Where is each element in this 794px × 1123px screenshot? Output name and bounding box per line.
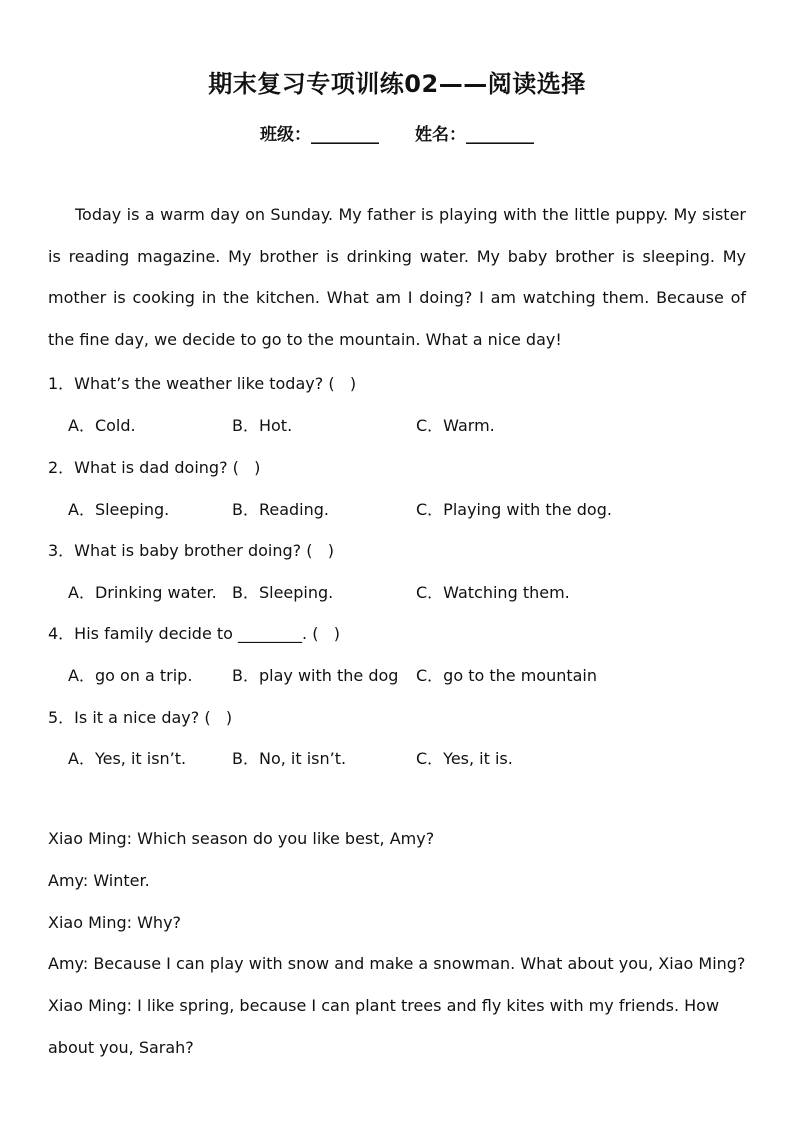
- reading-passage: Today is a warm day on Sunday. My father is playing with the little puppy. My sister is reading magazine. My brother is drinking water. My baby brother is sleeping. My mother is cooking in the kitchen. What am I doing? I am watching them. Because of the fine day, we decide to go to the mountain. What a nice day!: [48, 205, 746, 350]
- page-title: 期末复习专项训练02——阅读选择: [208, 70, 586, 98]
- question-1: 1．What’s the weather like today? ( ): [48, 374, 357, 393]
- question-2-option-b: B．Reading.: [232, 500, 330, 519]
- question-2: 2．What is dad doing? ( ): [48, 458, 261, 477]
- question-4-option-c: C．go to the mountain: [416, 666, 598, 685]
- dialogue-line-4: Amy: Because I can play with snow and make a snowman. What about you, Xiao Ming?: [48, 954, 746, 973]
- question-5-option-c: C．Yes, it is.: [416, 749, 513, 768]
- question-4-option-a: A．go on a trip.: [68, 666, 193, 685]
- class-field-label: 班级：________: [260, 125, 379, 145]
- question-3-option-a: A．Drinking water.: [68, 583, 217, 602]
- student-info-line: [0, 120, 794, 145]
- question-3-option-c: C．Watching them.: [416, 583, 570, 602]
- question-4: 4．His family decide to ________. ( ): [48, 624, 340, 643]
- question-3: 3．What is baby brother doing? ( ): [48, 541, 334, 560]
- question-5-option-a: A．Yes, it isn’t.: [68, 749, 187, 768]
- question-3-option-b: B．Sleeping.: [232, 583, 334, 602]
- question-1-option-c: C．Warm.: [416, 416, 495, 435]
- dialogue-line-2: Amy: Winter.: [48, 871, 150, 890]
- question-2-option-c: C．Playing with the dog.: [416, 500, 612, 519]
- question-5-option-b: B．No, it isn’t.: [232, 749, 347, 768]
- question-5: 5．Is it a nice day? ( ): [48, 708, 233, 727]
- question-1-option-b: B．Hot.: [232, 416, 293, 435]
- dialogue-line-1: Xiao Ming: Which season do you like best, Amy?: [48, 829, 435, 848]
- name-field-label: 姓名：________: [415, 125, 534, 145]
- dialogue-line-3: Xiao Ming: Why?: [48, 913, 182, 932]
- question-1-option-a: A．Cold.: [68, 416, 136, 435]
- dialogue-line-5: Xiao Ming: I like spring, because I can plant trees and fly kites with my friends. How about you, Sarah?: [48, 996, 720, 1057]
- question-4-option-b: B．play with the dog: [232, 666, 399, 685]
- question-2-option-a: A．Sleeping.: [68, 500, 170, 519]
